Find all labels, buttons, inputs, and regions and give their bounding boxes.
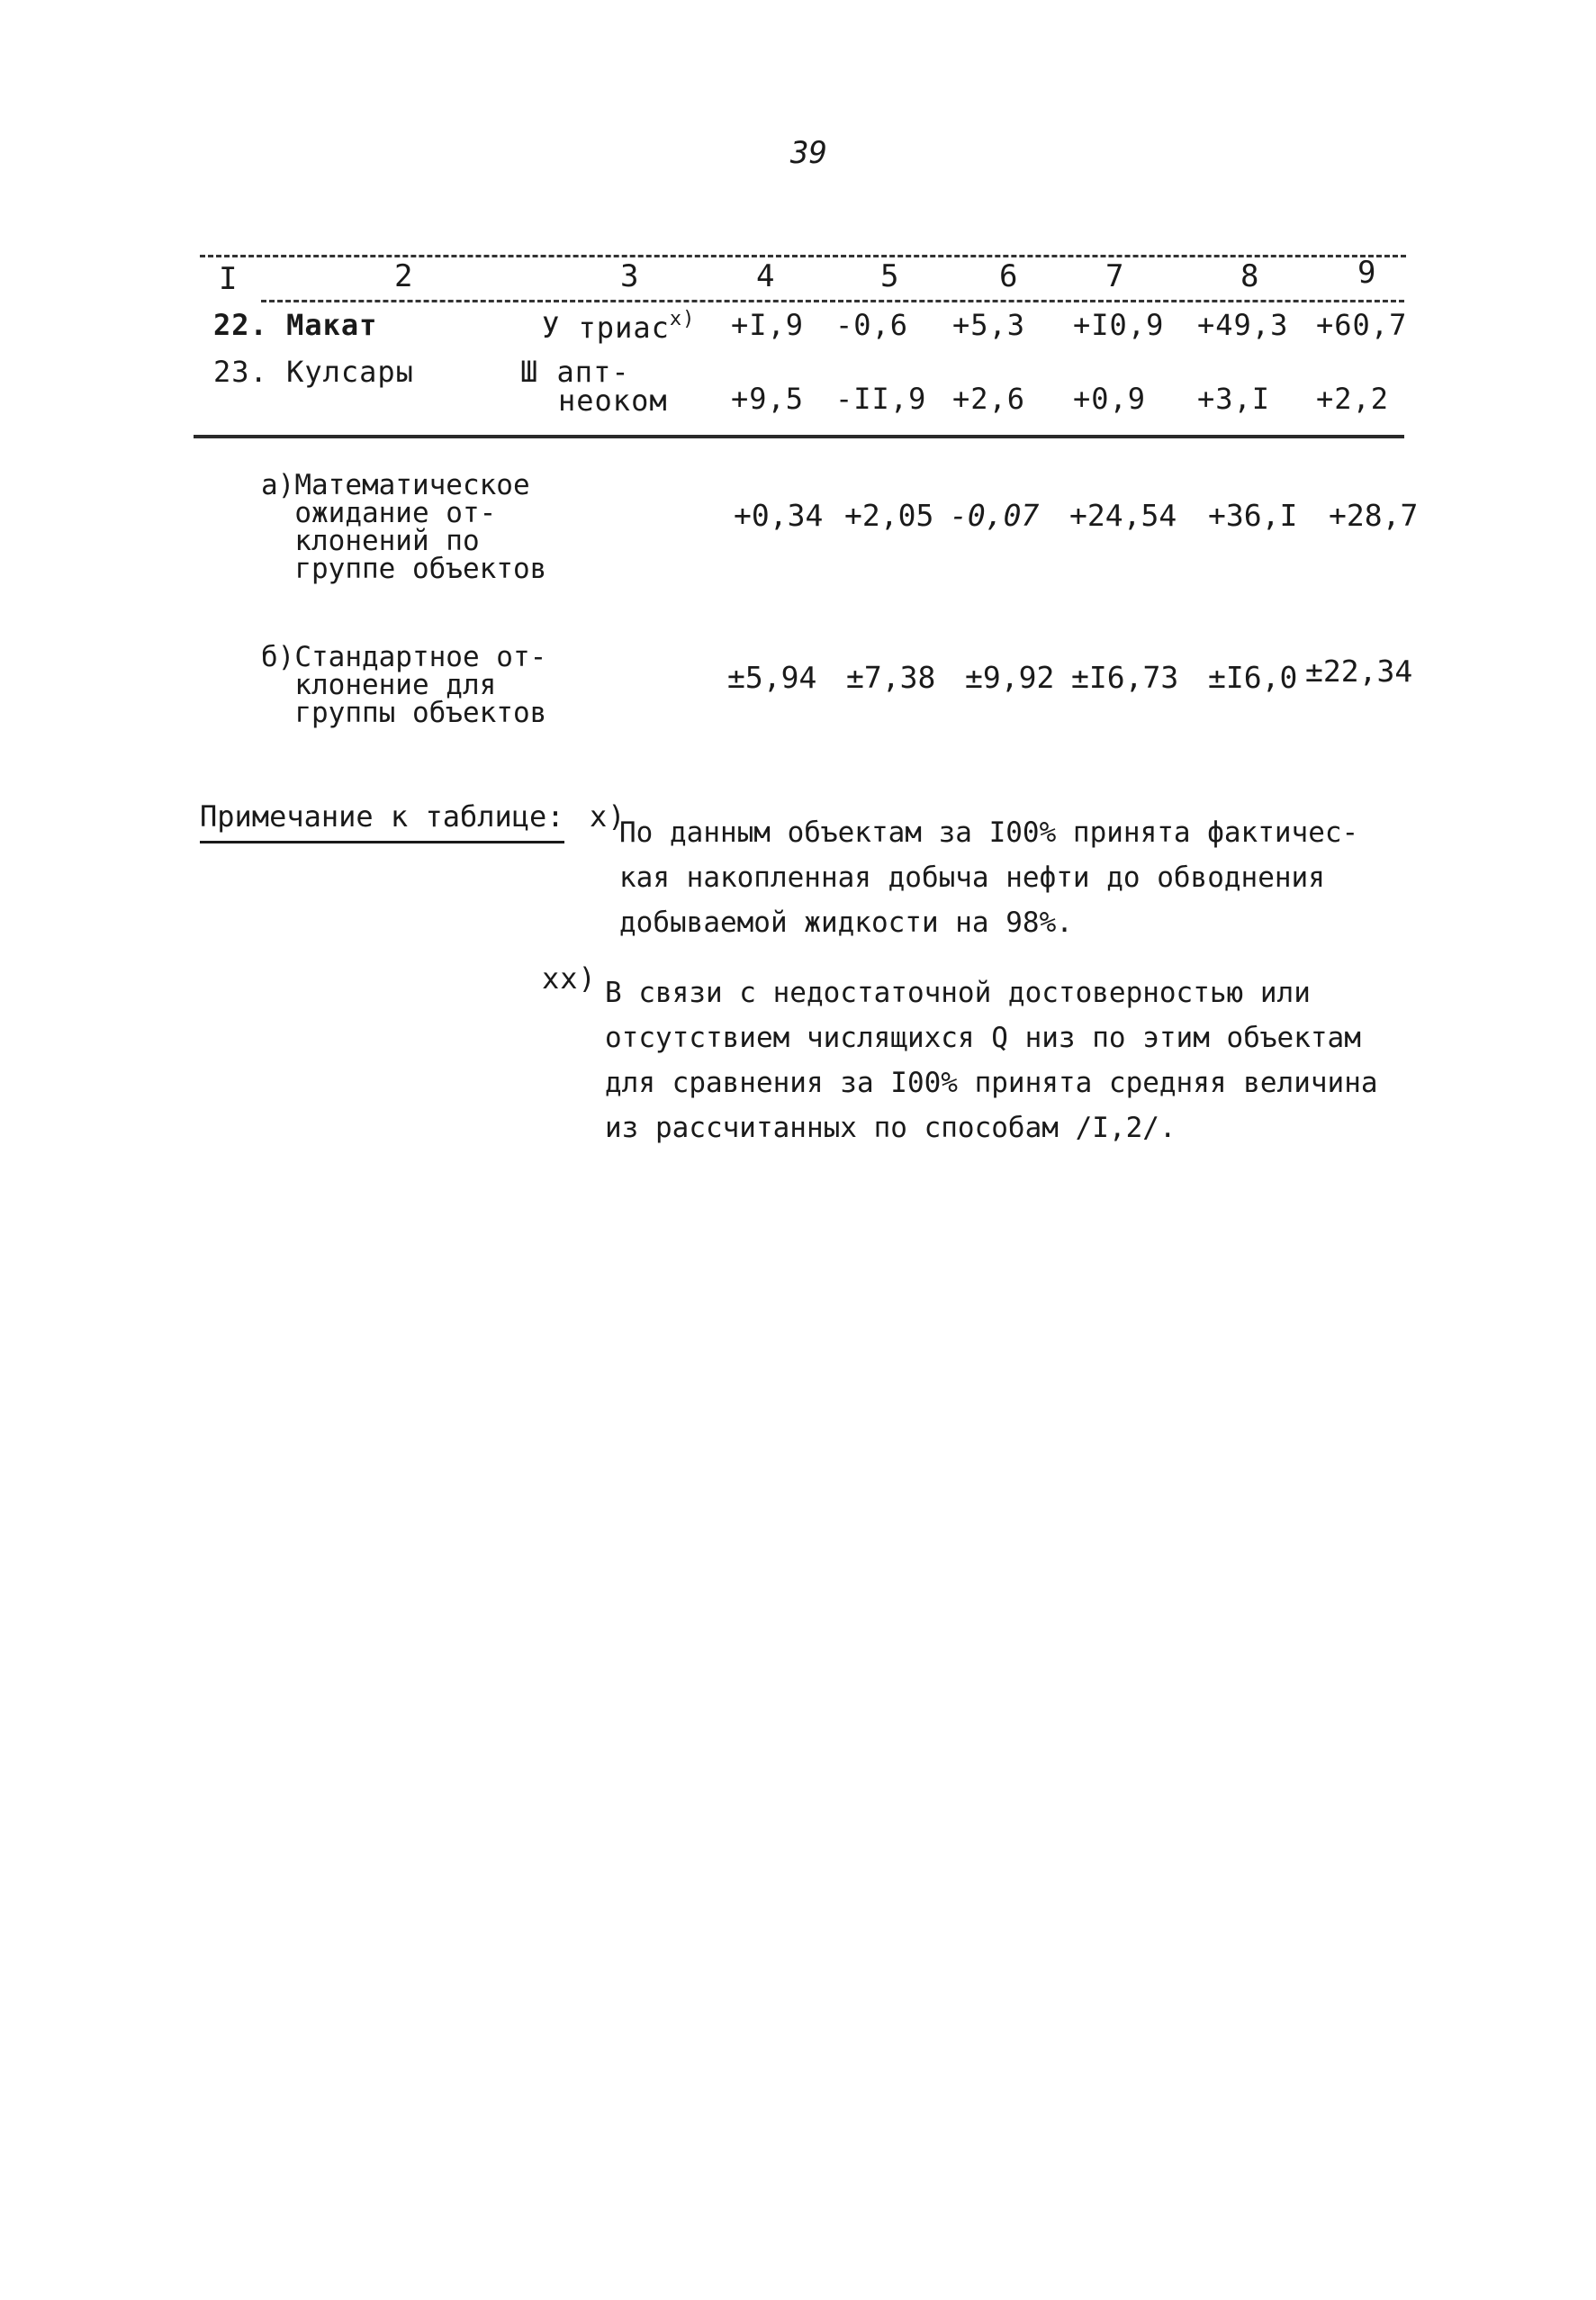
stat-value: +24,54 [1069,498,1177,533]
row-value: -0,6 [835,308,909,342]
col-header-6: 6 [999,258,1019,294]
stat-value: ±7,38 [846,660,936,695]
stat-label: б)Стандартное от- клонение для группы объектов [261,641,547,729]
stat-value: ±9,92 [965,660,1055,695]
stat-value: +28,7 [1329,498,1419,533]
row-name: 22. Макат [213,308,378,342]
footnote-2-first-line: В связи с недостаточной достоверностью или [605,977,1311,1009]
row-value: +I,9 [731,308,805,342]
footnote-1-first-line: По данным объектам за I00% принята фактичес- [619,816,1359,849]
col-header-2: 2 [394,258,414,294]
stat-value: ±5,94 [727,660,817,695]
row-value: +2,6 [952,382,1026,416]
col-header-5: 5 [880,258,900,294]
col-header-1: I [219,261,239,297]
row-value: +I0,9 [1073,308,1165,342]
row-value: +49,3 [1197,308,1289,342]
row-group-line1: Ш апт- [520,355,630,389]
stat-value: -0,07 [950,498,1040,533]
stat-value: ±I6,0 [1208,660,1298,695]
table-bottom-rule [194,435,1404,438]
stat-value: ±22,34 [1305,654,1413,689]
footnote-2-text: отсутствием числящихся Q низ по этим объектам для сравнения за I00% принята средняя величина из рассчитанных по способам /I,2/. [605,1022,1378,1144]
row-value: +3,I [1197,382,1271,416]
row-value: +60,7 [1316,308,1408,342]
row-group-line2: неоком [558,383,668,418]
col-header-3: 3 [620,258,640,294]
stat-value: +2,05 [844,498,934,533]
col-header-8: 8 [1240,258,1260,294]
footnote-1-text: кая накопленная добыча нефти до обводнения добываемой жидкости на 98%. [619,861,1325,939]
row-value: +2,2 [1316,382,1390,416]
header-dashed-rule [261,300,1404,302]
stat-value: +0,34 [734,498,824,533]
col-header-4: 4 [756,258,776,294]
row-value: +9,5 [731,382,805,416]
stat-value: +36,I [1208,498,1298,533]
row-group [542,308,695,345]
footnote-mark: х) [669,308,696,330]
page-number: 39 [790,135,827,171]
note-label: Примечание к таблице: [200,799,564,843]
row-value: +5,3 [952,308,1026,342]
row-value: -II,9 [835,382,927,416]
stat-label: а)Математическое ожидание от- клонений по группе объектов [261,469,547,585]
footnote-1-mark: х) [590,799,627,834]
row-value: +0,9 [1073,382,1147,416]
col-header-9: 9 [1357,255,1377,291]
row-group-text: У триас [542,311,670,345]
footnote-2-mark: хх) [542,961,597,996]
table-top-rule [200,255,1406,257]
row-name: 23. Кулсары [213,355,414,389]
stat-value: ±I6,73 [1071,660,1179,695]
col-header-7: 7 [1105,258,1125,294]
